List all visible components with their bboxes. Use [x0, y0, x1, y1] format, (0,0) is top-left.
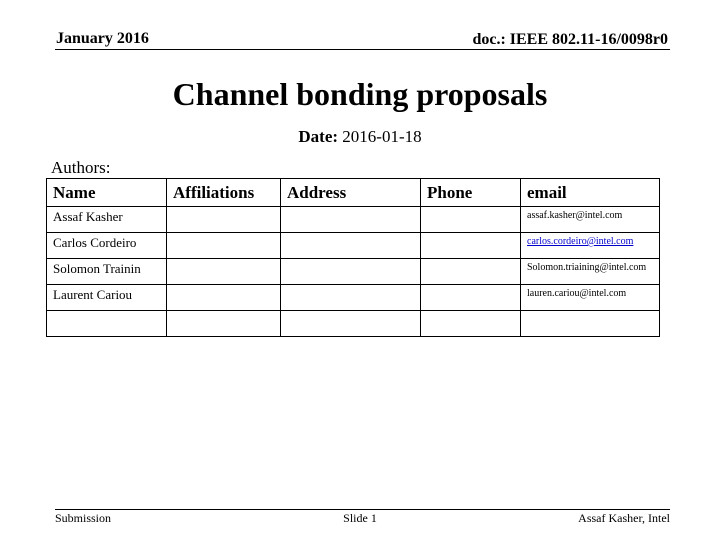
col-header-phone: Phone — [421, 179, 521, 207]
cell-phone — [421, 259, 521, 285]
cell-name: Laurent Cariou — [47, 285, 167, 311]
cell-address — [281, 259, 421, 285]
table-row — [47, 311, 660, 337]
cell-name: Solomon Trainin — [47, 259, 167, 285]
cell-phone — [421, 233, 521, 259]
cell-affiliations — [167, 259, 281, 285]
date-value: 2016-01-18 — [342, 127, 422, 146]
cell-email: Solomon.triaining@intel.com — [521, 259, 660, 285]
cell-name: Carlos Cordeiro — [47, 233, 167, 259]
cell-email: lauren.cariou@intel.com — [521, 285, 660, 311]
date-label: Date: — [298, 127, 339, 146]
table-row — [47, 207, 660, 233]
authors-label: Authors: — [51, 158, 111, 177]
cell-email — [521, 311, 660, 337]
cell-name — [47, 311, 167, 337]
cell-phone — [421, 207, 521, 233]
table-row — [47, 233, 660, 259]
slide-title: Channel bonding proposals — [172, 76, 548, 112]
cell-address — [281, 311, 421, 337]
cell-affiliations — [167, 285, 281, 311]
cell-affiliations — [167, 207, 281, 233]
col-header-email: email — [521, 179, 660, 207]
email-link[interactable]: carlos.cordeiro@intel.com — [527, 236, 634, 247]
cell-phone — [421, 311, 521, 337]
cell-affiliations — [167, 311, 281, 337]
date-line — [0, 127, 720, 147]
cell-name: Assaf Kasher — [47, 207, 167, 233]
table-row — [47, 259, 660, 285]
table-row — [47, 285, 660, 311]
cell-email-link-cell — [521, 233, 660, 259]
header-divider — [55, 49, 670, 50]
cell-address — [281, 207, 421, 233]
cell-affiliations — [167, 233, 281, 259]
col-header-name: Name — [47, 179, 167, 207]
footer-author: Assaf Kasher, Intel — [578, 511, 670, 525]
cell-email: assaf.kasher@intel.com — [521, 207, 660, 233]
cell-address — [281, 233, 421, 259]
col-header-affiliations: Affiliations — [167, 179, 281, 207]
footer-submission: Submission — [55, 511, 112, 525]
header-doc-id: doc.: IEEE 802.11-16/0098r0 — [472, 31, 668, 48]
footer-divider — [55, 509, 670, 510]
header-date: January 2016 — [56, 30, 149, 47]
cell-address — [281, 285, 421, 311]
col-header-address: Address — [281, 179, 421, 207]
cell-phone — [421, 285, 521, 311]
footer-slide-number: Slide 1 — [343, 511, 377, 525]
authors-table — [46, 178, 660, 337]
table-header-row — [47, 179, 660, 207]
